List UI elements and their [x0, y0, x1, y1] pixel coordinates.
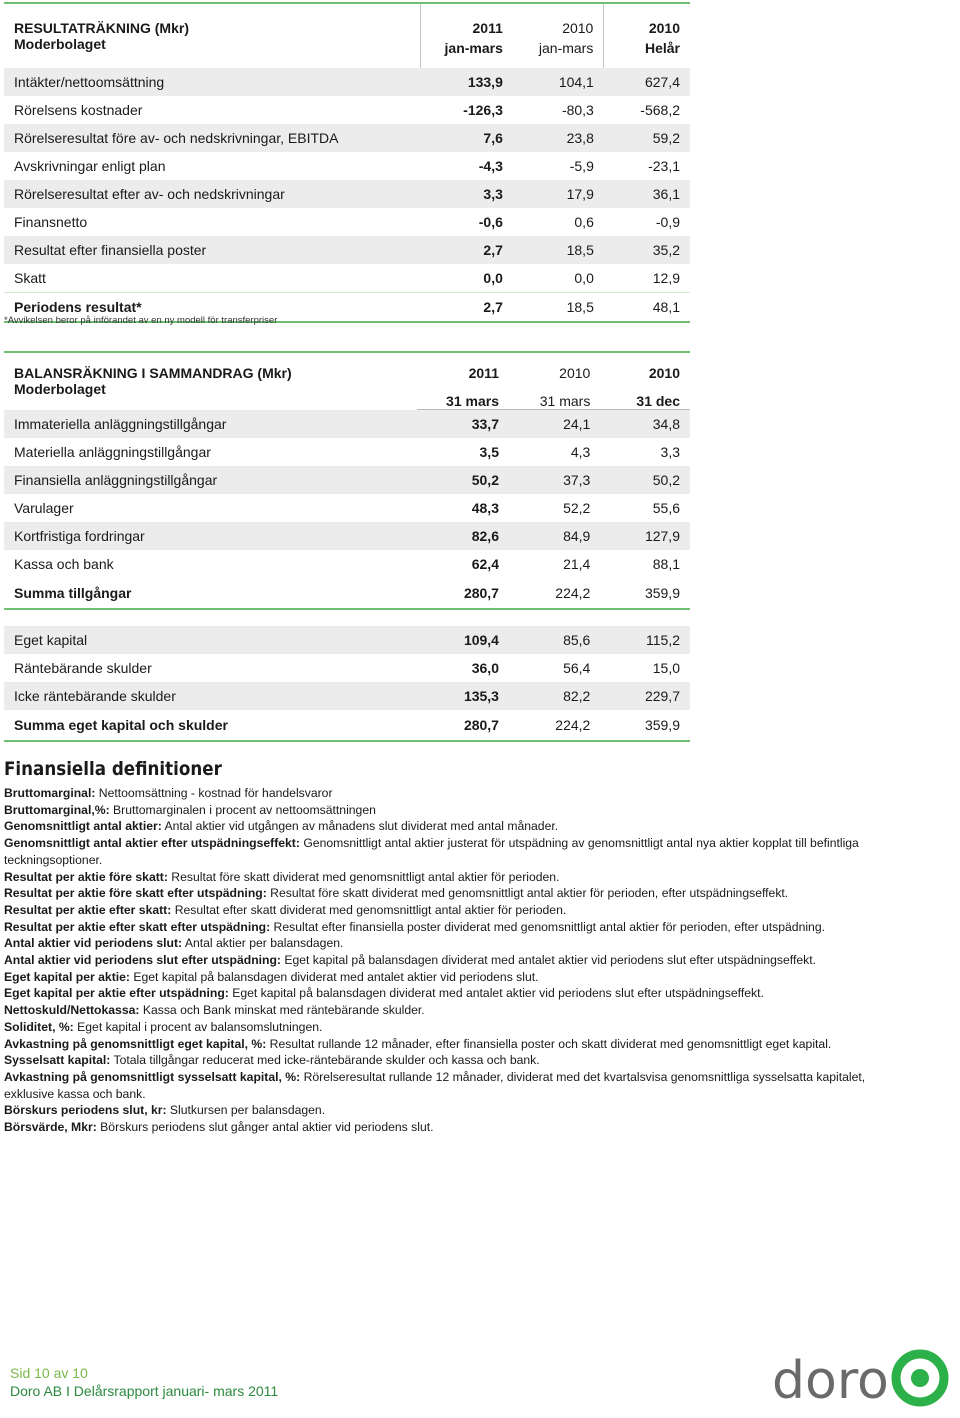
cell-value: 24,1: [509, 410, 600, 439]
definition-item: [4, 919, 874, 936]
income-header-row-1: [4, 3, 690, 36]
definition-item: [4, 1036, 874, 1053]
cell-value: 0,6: [574, 214, 594, 230]
income-subtitle: Moderbolaget: [4, 36, 421, 68]
definition-term: Resultat per aktie före skatt:: [4, 869, 168, 884]
income-col-period-2: jan-mars: [513, 36, 604, 68]
definitions-list: [4, 785, 874, 1136]
row-label: Materiella anläggningstillgångar: [14, 444, 211, 460]
balance-col-date-3: 31 dec: [600, 381, 690, 410]
row-label: Kassa och bank: [14, 556, 114, 572]
spacer-row: [4, 609, 690, 626]
table-row: [4, 466, 690, 494]
definition-item: [4, 835, 874, 868]
cell-value: 15,0: [652, 660, 680, 676]
cell-value: 82,6: [417, 522, 509, 550]
cell-value: 224,2: [509, 578, 600, 609]
definition-text: Genomsnittligt antal aktier justerat för utspädning av genomsnittligt antal nya aktier kopplat till befintliga teckningsoptioner.: [4, 836, 859, 867]
definition-term: Eget kapital per aktie efter utspädning:: [4, 986, 229, 1001]
cell-value: 17,9: [513, 180, 604, 208]
definition-text: Eget kapital på balansdagen dividerat med antalet aktier vid periodens slut efter utspädningseffekt.: [228, 986, 764, 1001]
cell-value: 18,5: [513, 236, 604, 264]
cell-value: 359,9: [600, 578, 690, 609]
cell-value: 2,7: [421, 236, 513, 264]
definition-term: Resultat per aktie före skatt efter utspädning:: [4, 886, 267, 901]
cell-value: 55,6: [652, 500, 680, 516]
definition-text: Resultat rullande 12 månader, efter finansiella poster och skatt dividerat med genomsnittligt eget kapital.: [266, 1036, 832, 1051]
definitions-title: Finansiella definitioner: [4, 758, 222, 780]
income-title: RESULTATRÄKNING (Mkr): [4, 3, 421, 36]
cell-value: 4,3: [570, 444, 591, 460]
definition-item: [4, 902, 874, 919]
definition-term: Eget kapital per aktie:: [4, 969, 130, 984]
income-col-year-3: 2010: [604, 3, 690, 36]
definition-term: Genomsnittligt antal aktier:: [4, 819, 162, 834]
balance-subtitle: Moderbolaget: [14, 381, 106, 397]
table-row-total: [4, 710, 690, 741]
definition-term: Resultat per aktie efter skatt:: [4, 902, 172, 917]
definition-item: [4, 1069, 874, 1102]
doro-mark-icon: [896, 1354, 944, 1402]
definition-term: Resultat per aktie efter skatt efter utspädning:: [4, 919, 271, 934]
table-row: [4, 522, 690, 550]
row-label: Skatt: [14, 270, 46, 286]
definition-term: Avkastning på genomsnittligt eget kapital, %:: [4, 1036, 267, 1051]
cell-value: 23,8: [513, 124, 604, 152]
cell-value: -80,3: [561, 102, 594, 118]
definition-text: Antal aktier per balansdagen.: [182, 936, 344, 951]
table-row-total: [4, 578, 690, 609]
cell-value: 82,2: [509, 682, 600, 710]
cell-value: 59,2: [604, 124, 690, 152]
definition-text: Eget kapital på balansdagen dividerat med antalet aktier vid periodens slut.: [129, 969, 539, 984]
cell-value: 56,4: [563, 660, 591, 676]
row-label: Rörelsens kostnader: [14, 102, 143, 118]
balance-col-date-1: 31 mars: [417, 381, 509, 410]
table-row: [4, 626, 690, 654]
income-col-period-3: Helår: [644, 40, 680, 56]
row-label: Resultat efter finansiella poster: [4, 236, 421, 264]
table-row: [4, 96, 690, 124]
cell-value: 115,2: [600, 626, 690, 654]
page-number: Sid 10 av 10: [10, 1365, 88, 1381]
table-row: [4, 264, 690, 293]
cell-value: 2,7: [421, 293, 513, 323]
row-label: Intäkter/nettoomsättning: [4, 68, 421, 96]
definition-text: Kassa och Bank minskat med räntebärande skulder.: [139, 1003, 425, 1018]
balance-header-row-2: [4, 381, 690, 410]
cell-value: 627,4: [604, 68, 690, 96]
definition-item: [4, 885, 874, 902]
definition-term: Börsvärde, Mkr:: [4, 1120, 97, 1135]
cell-value: 7,6: [421, 124, 513, 152]
cell-value: 229,7: [600, 682, 690, 710]
cell-value: 0,0: [574, 270, 594, 286]
row-label: Eget kapital: [4, 626, 417, 654]
report-name: Doro AB I Delårsrapport januari- mars 2011: [10, 1383, 279, 1399]
table-row: [4, 68, 690, 96]
definition-term: Börskurs periodens slut, kr:: [4, 1103, 167, 1118]
definition-text: Bruttomarginalen i procent av nettoomsättningen: [109, 802, 376, 817]
definition-item: [4, 969, 874, 986]
table-row: [4, 550, 690, 578]
income-header-row-2: [4, 36, 690, 68]
cell-value: 3,3: [660, 444, 680, 460]
cell-value: 280,7: [417, 578, 509, 609]
cell-value: 52,2: [563, 500, 591, 516]
definition-text: Nettoomsättning - kostnad för handelsvaror: [95, 786, 333, 800]
balance-col-year-2: 2010: [509, 352, 600, 381]
cell-value: 18,5: [513, 293, 604, 323]
cell-value: 33,7: [417, 410, 509, 439]
row-label: Periodens resultat*: [4, 293, 421, 323]
cell-value: 85,6: [509, 626, 600, 654]
balance-col-year-1: 2011: [417, 352, 509, 381]
definition-item: [4, 952, 874, 969]
row-label: Rörelseresultat efter av- och nedskrivningar: [4, 180, 421, 208]
definition-term: Soliditet, %:: [4, 1019, 74, 1034]
income-statement-table: [4, 2, 690, 323]
definition-text: Resultat före skatt dividerat med genomsnittligt antal aktier för perioden, efter utspädningseffekt.: [266, 886, 789, 901]
cell-value: 12,9: [652, 270, 680, 286]
row-label: Summa tillgångar: [4, 578, 417, 609]
cell-value: 36,0: [471, 660, 499, 676]
definition-term: Sysselsatt kapital:: [4, 1053, 111, 1068]
balance-title: BALANSRÄKNING I SAMMANDRAG (Mkr): [4, 352, 417, 381]
definition-item: [4, 818, 874, 835]
table-row: [4, 654, 690, 682]
cell-value: 104,1: [513, 68, 604, 96]
cell-value: -568,2: [640, 102, 680, 118]
definition-item: [4, 985, 874, 1002]
logo-text: doro: [772, 1351, 889, 1408]
balance-header-row-1: [4, 352, 690, 381]
cell-value: -0,9: [655, 214, 680, 230]
cell-value: 37,3: [509, 466, 600, 494]
definition-term: Bruttomarginal,%:: [4, 802, 110, 817]
definition-text: Börskurs periodens slut gånger antal aktier vid periodens slut.: [96, 1120, 434, 1135]
income-footnote: *Avvikelsen beror på införandet av en ny modell för transferpriser: [4, 315, 278, 326]
definition-term: Bruttomarginal:: [4, 786, 96, 800]
definition-text: Eget kapital på balansdagen dividerat med antalet aktier vid periodens slut efter utspädningseffekt.: [280, 953, 816, 968]
row-label: Rörelseresultat före av- och nedskrivningar, EBITDA: [4, 124, 421, 152]
cell-value: -23,1: [648, 158, 680, 174]
definition-text: Resultat efter skatt dividerat med genomsnittligt antal aktier för perioden.: [171, 902, 567, 917]
table-row: [4, 208, 690, 236]
row-label: Finansiella anläggningstillgångar: [4, 466, 417, 494]
table-row: [4, 236, 690, 264]
definition-term: Antal aktier vid periodens slut efter utspädning:: [4, 953, 281, 968]
definition-text: Resultat före skatt dividerat med genomsnittligt antal aktier för perioden.: [167, 869, 560, 884]
cell-value: 35,2: [604, 236, 690, 264]
definition-item: [4, 785, 874, 802]
cell-value: 50,2: [600, 466, 690, 494]
definition-text: Eget kapital i procent av balansomslutningen.: [73, 1019, 323, 1034]
cell-value: -4,3: [478, 158, 503, 174]
table-row: [4, 124, 690, 152]
cell-value: -5,9: [569, 158, 594, 174]
cell-value: 88,1: [652, 556, 680, 572]
definition-text: Resultat efter finansiella poster dividerat med genomsnittligt antal aktier för perioden, efter utspädning.: [270, 919, 825, 934]
definition-term: Avkastning på genomsnittligt sysselsatt kapital, %:: [4, 1069, 301, 1084]
balance-col-year-3: 2010: [600, 352, 690, 381]
row-label: Summa eget kapital och skulder: [4, 710, 417, 741]
cell-value: 0,0: [483, 270, 503, 286]
definition-item: [4, 935, 874, 952]
cell-value: 48,1: [604, 293, 690, 323]
definition-item: [4, 802, 874, 819]
definition-term: Genomsnittligt antal aktier efter utspädningseffekt:: [4, 836, 300, 851]
definition-text: Antal aktier vid utgången av månadens slut dividerat med antal månader.: [161, 819, 559, 834]
cell-value: 21,4: [563, 556, 591, 572]
cell-value: 224,2: [509, 710, 600, 741]
cell-value: -0,6: [478, 214, 503, 230]
table-row: [4, 410, 690, 439]
row-label: Immateriella anläggningstillgångar: [4, 410, 417, 439]
row-label: Räntebärande skulder: [14, 660, 152, 676]
cell-value: 359,9: [600, 710, 690, 741]
definition-text: Totala tillgångar reducerat med icke-räntebärande skulder och kassa och bank.: [110, 1053, 540, 1068]
cell-value: 36,1: [604, 180, 690, 208]
cell-value: 3,5: [479, 444, 499, 460]
cell-value: 84,9: [509, 522, 600, 550]
definition-text: Slutkursen per balansdagen.: [166, 1103, 326, 1118]
definition-term: Antal aktier vid periodens slut:: [4, 936, 183, 951]
definition-item: [4, 1002, 874, 1019]
cell-value: -126,3: [463, 102, 503, 118]
row-label: Finansnetto: [14, 214, 88, 230]
definition-term: Nettoskuld/Nettokassa:: [4, 1003, 140, 1018]
row-label: Avskrivningar enligt plan: [14, 158, 166, 174]
cell-value: 50,2: [417, 466, 509, 494]
cell-value: 127,9: [600, 522, 690, 550]
cell-value: 3,3: [421, 180, 513, 208]
cell-value: 109,4: [417, 626, 509, 654]
cell-value: 135,3: [417, 682, 509, 710]
row-label: Kortfristiga fordringar: [4, 522, 417, 550]
definition-item: [4, 869, 874, 886]
definition-item: [4, 1102, 874, 1119]
cell-value: 62,4: [471, 556, 499, 572]
table-row: [4, 180, 690, 208]
table-row: [4, 682, 690, 710]
cell-value: 133,9: [421, 68, 513, 96]
cell-value: 34,8: [600, 410, 690, 439]
definition-text: Rörelseresultat rullande 12 månader, dividerat med det kvartalsvisa genomsnittliga sysselsatta kapitalet, exklusive kassa och bank.: [4, 1069, 866, 1101]
table-row: [4, 152, 690, 180]
income-col-period-1: jan-mars: [444, 40, 503, 56]
cell-value: 280,7: [417, 710, 509, 741]
row-label: Icke räntebärande skulder: [4, 682, 417, 710]
cell-value: 48,3: [471, 500, 499, 516]
page-footer: [10, 1364, 278, 1400]
row-label: Varulager: [14, 500, 74, 516]
balance-sheet-table: [4, 351, 690, 742]
income-col-year-2: 2010: [513, 3, 604, 36]
definition-item: [4, 1019, 874, 1036]
definition-item: [4, 1052, 874, 1069]
income-col-year-1: 2011: [421, 3, 513, 36]
table-row: [4, 438, 690, 466]
table-row: [4, 494, 690, 522]
balance-col-date-2: 31 mars: [509, 381, 600, 410]
definition-item: [4, 1119, 874, 1136]
doro-logo: [772, 1348, 952, 1408]
